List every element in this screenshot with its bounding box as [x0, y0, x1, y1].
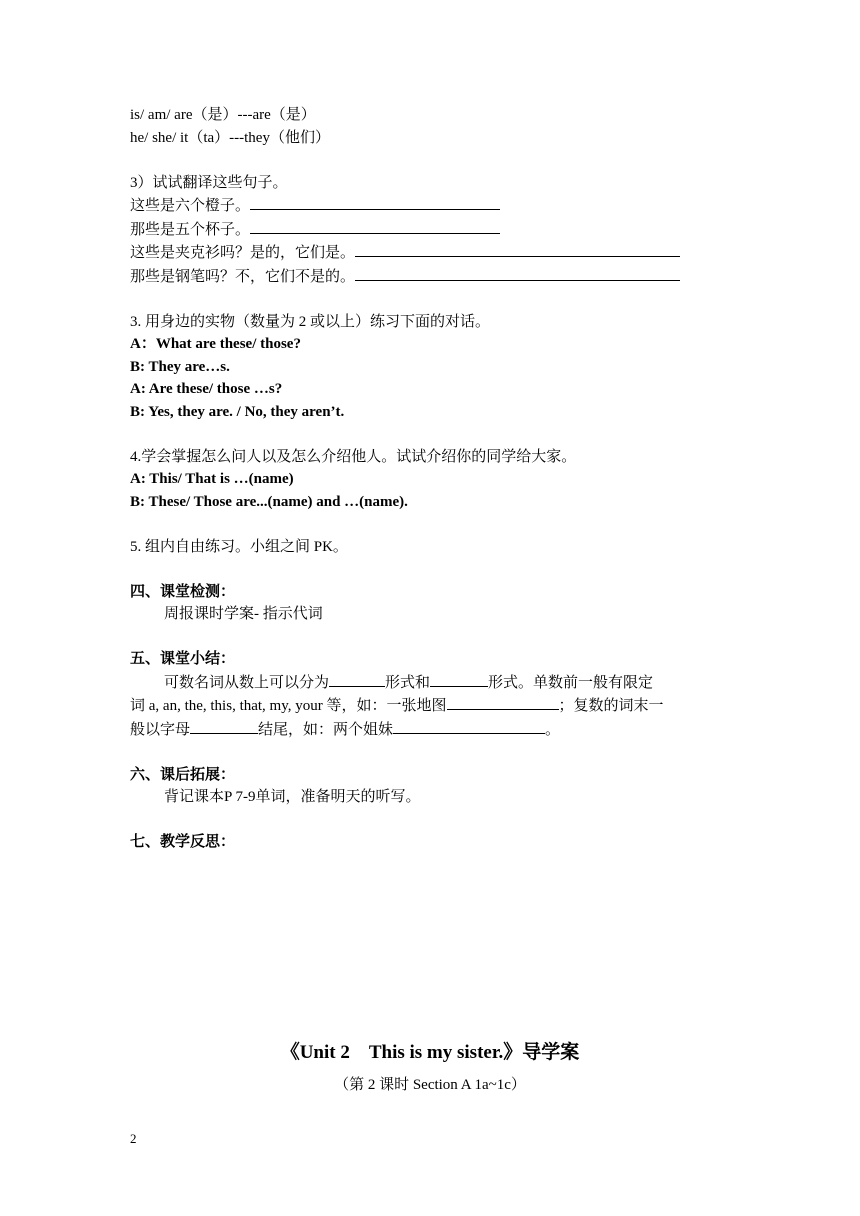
text-line: is/ am/ are（是）---are（是） [130, 107, 316, 123]
section-title: 3）试试翻译这些句子。 [130, 174, 288, 191]
document-body [130, 104, 735, 854]
dialogue-line: B: Yes, they are. / No, they aren’t. [130, 403, 345, 420]
summary-line: 可数名词从数上可以分为 形式和 形式。单数前一般有限定 [130, 671, 735, 695]
section-text: 背记课本P 7-9单词，准备明天的听写。 [164, 789, 421, 805]
translate-item [130, 265, 735, 289]
section-heading: 七、教学反思： [130, 834, 236, 850]
section-text: 周报课时学案- 指示代词 [164, 606, 323, 622]
answer-blank [447, 694, 559, 710]
question-text: 那些是五个杯子。 [130, 221, 251, 238]
answer-blank [329, 671, 385, 687]
section-heading: 六、课后拓展： [130, 766, 236, 783]
dialogue-line: A：What are these/ those? [130, 336, 301, 352]
summary-line: 词 a, an, the, this, that, my, your 等，如：一张地图 ；复数的词末一 [130, 694, 735, 718]
question-text: 这些是六个橙子。 [130, 198, 251, 214]
answer-blank [355, 241, 680, 257]
translate-item [130, 241, 735, 265]
page-number: 2 [130, 1131, 137, 1146]
dialogue-line: A: This/ That is …(name) [130, 471, 294, 487]
lesson-title: 《Unit 2 This is my sister.》导学案 [280, 1042, 580, 1063]
text-line: he/ she/ it（ta）---they（他们） [130, 129, 330, 146]
translate-item [130, 218, 735, 242]
section-title: 5. 组内自由练习。小组之间 PK。 [130, 538, 348, 555]
lesson-subtitle: （第 2 课时 Section A 1a~1c） [334, 1077, 526, 1093]
dialogue-line: B: They are…s. [130, 358, 230, 375]
answer-blank [430, 671, 488, 687]
answer-blank [355, 265, 680, 281]
answer-blank [250, 218, 500, 234]
section-title: 3. 用身边的实物（数量为 2 或以上）练习下面的对话。 [130, 313, 491, 330]
summary-line: 般以字母 结尾，如：两个姐妹 。 [130, 718, 735, 742]
answer-blank [393, 718, 545, 734]
translate-item [130, 194, 735, 218]
answer-blank [190, 718, 258, 734]
question-text: 那些是钢笔吗？不，它们不是的。 [130, 268, 356, 285]
section-heading: 四、课堂检测： [130, 583, 236, 600]
answer-blank [250, 194, 500, 210]
dialogue-line: B: These/ Those are...(name) and …(name). [130, 493, 408, 510]
section-title: 4.学会掌握怎么问人以及怎么介绍他人。试试介绍你的同学给大家。 [130, 448, 577, 465]
dialogue-line: A: Are these/ those …s? [130, 381, 283, 397]
section-heading: 五、课堂小结： [130, 651, 236, 667]
question-text: 这些是夹克衫吗？是的，它们是。 [130, 245, 356, 261]
